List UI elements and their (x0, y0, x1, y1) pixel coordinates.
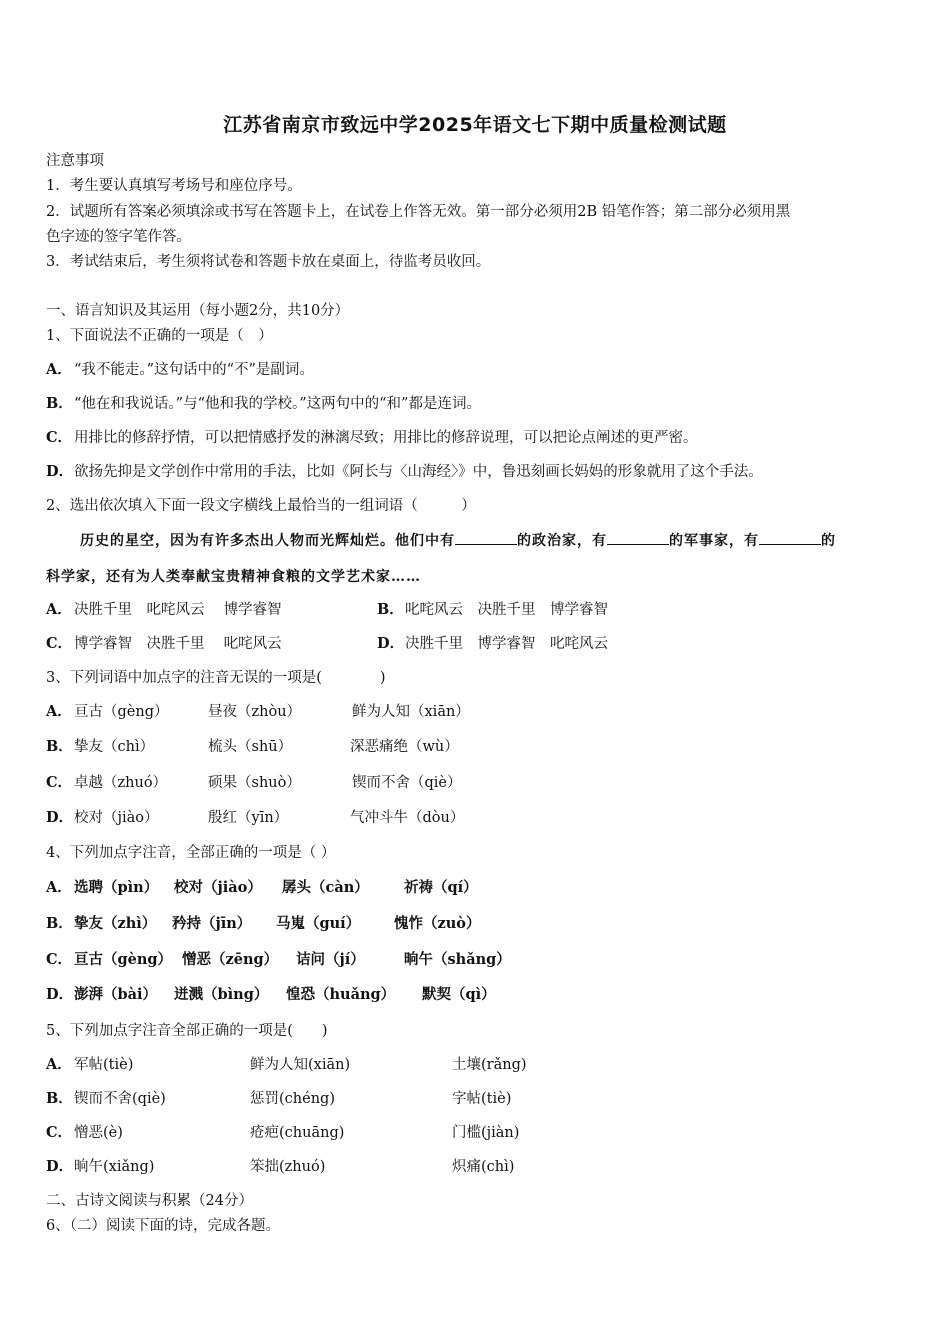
option-item: 土壤(rǎng) (452, 1057, 527, 1073)
q2-passage-line2: 科学家，还有为人类奉献宝贵精神食粮的文学艺术家…… (46, 569, 421, 585)
option-item: 鲜为人知（xiān） (352, 704, 470, 720)
option-letter: C． (46, 429, 73, 446)
option-letter: D． (46, 986, 74, 1003)
q3-stem: 3、下列词语中加点字的注音无误的一项是( ) (46, 670, 386, 686)
q3-option-a (46, 702, 906, 722)
option-item: 字帖(tiè) (452, 1091, 512, 1107)
q2-option-c (46, 634, 282, 654)
option-letter: A． (46, 601, 72, 618)
notice-heading: 注意事项 (46, 153, 104, 169)
option-item: 挚友（chì） (74, 739, 155, 755)
option-item: 笨拙(zhuó) (250, 1159, 326, 1175)
answer-blank (759, 530, 821, 545)
option-letter: A． (46, 703, 72, 720)
q3-option-c (46, 773, 906, 793)
q3-option-d (46, 808, 906, 828)
q5-option-b (46, 1089, 906, 1109)
option-item: 校对（jiào） (174, 879, 262, 896)
option-letter: D． (46, 1158, 74, 1175)
option-letter: B． (46, 915, 73, 932)
option-item: 澎湃（bài） (74, 986, 158, 1003)
q2-passage-line1 (80, 530, 836, 551)
option-letter: D． (46, 809, 74, 826)
q2-option-a (46, 600, 282, 620)
option-text: “他在和我说话。”与“他和我的学校。”这两句中的“和”都是连词。 (74, 396, 481, 412)
option-letter: A． (46, 361, 72, 378)
q1-option-c (46, 428, 698, 448)
option-item: 殷红（yīn） (208, 810, 289, 826)
q4-option-c (46, 950, 906, 970)
notice-item-2: 2．试题所有答案必须填涂或书写在答题卡上，在试卷上作答无效。第一部分必须用2B 铅笔作答；第二部分必须用黑 (46, 204, 791, 220)
option-item: 惩罚(chéng) (250, 1091, 335, 1107)
option-item: 晌午(xiǎng) (74, 1159, 155, 1175)
option-item: 昼夜（zhòu） (208, 704, 302, 720)
passage-text: 的军事家，有 (669, 533, 759, 549)
option-letter: B． (46, 738, 73, 755)
notice-item-3: 3．考试结束后，考生须将试卷和答题卡放在桌面上，待监考员收回。 (46, 254, 491, 270)
option-item: 锲而不舍(qiè) (74, 1091, 166, 1107)
option-item: 炽痛(chì) (452, 1159, 515, 1175)
option-item: 选聘（pìn） (74, 879, 159, 896)
option-item: 亘古（gèng） (74, 704, 169, 720)
passage-text: 历史的星空，因为有许多杰出人物而光辉灿烂。他们中有 (80, 533, 455, 549)
option-text: 用排比的修辞抒情，可以把情感抒发的淋漓尽致；用排比的修辞说理，可以把论点阐述的更严密。 (74, 430, 698, 446)
option-text: 叱咤风云 决胜千里 博学睿智 (405, 602, 608, 618)
option-item: 亘古（gèng） (74, 951, 173, 968)
option-letter: C． (46, 1124, 73, 1141)
notice-item-2-cont: 色字迹的签字笔作答。 (46, 229, 191, 245)
answer-blank (607, 530, 669, 545)
option-item: 梳头（shū） (208, 739, 293, 755)
q5-option-d (46, 1157, 906, 1177)
notice-item-1: 1．考生要认真填写考场号和座位序号。 (46, 178, 302, 194)
option-item: 诘问（jí） (296, 951, 365, 968)
q1-option-b (46, 394, 481, 414)
section1-heading: 一、语言知识及其运用（每小题2分，共10分） (46, 303, 350, 319)
option-text: 博学睿智 决胜千里 叱咤风云 (74, 636, 282, 652)
q5-option-c (46, 1123, 906, 1143)
option-letter: B． (46, 1090, 73, 1107)
option-item: 校对（jiào） (74, 810, 159, 826)
answer-blank (455, 530, 517, 545)
option-item: 默契（qì） (422, 986, 496, 1003)
option-item: 气冲斗牛（dòu） (350, 810, 465, 826)
option-letter: A． (46, 879, 72, 896)
option-letter: B． (377, 601, 404, 618)
option-item: 卓越（zhuó） (74, 775, 168, 791)
q4-stem: 4、下列加点字注音，全部正确的一项是（ ） (46, 845, 336, 861)
option-item: 愧怍（zuò） (394, 915, 481, 932)
passage-text: 的政治家，有 (517, 533, 607, 549)
option-letter: D． (377, 635, 405, 652)
option-item: 门槛(jiàn) (452, 1125, 520, 1141)
option-item: 深恶痛绝（wù） (350, 739, 459, 755)
option-item: 惶恐（huǎng） (286, 986, 396, 1003)
passage-text: 的 (821, 533, 836, 549)
q4-option-d (46, 985, 906, 1005)
option-letter: C． (46, 774, 73, 791)
option-letter: C． (46, 951, 73, 968)
q2-option-b (377, 600, 608, 620)
option-item: 孱头（càn） (282, 879, 369, 896)
option-item: 鲜为人知(xiān) (250, 1057, 351, 1073)
q1-option-d (46, 462, 763, 482)
q3-option-b (46, 737, 906, 757)
q6-stem: 6、（二）阅读下面的诗，完成各题。 (46, 1218, 280, 1234)
option-text: 决胜千里 博学睿智 叱咤风云 (405, 636, 608, 652)
option-item: 硕果（shuò） (208, 775, 301, 791)
q4-option-b (46, 914, 906, 934)
q1-stem: 1、下面说法不正确的一项是（ ） (46, 328, 273, 344)
page-title: 江苏省南京市致远中学2025年语文七下期中质量检测试题 (223, 114, 727, 136)
option-letter: B． (46, 395, 73, 412)
option-text: 欲扬先抑是文学创作中常用的手法，比如《阿长与〈山海经〉》中，鲁迅刻画长妈妈的形象就用了这个手法。 (74, 464, 763, 480)
option-item: 锲而不舍（qiè） (352, 775, 462, 791)
option-item: 挚友（zhì） (74, 915, 157, 932)
option-text: 决胜千里 叱咤风云 博学睿智 (74, 602, 282, 618)
option-item: 祈祷（qí） (404, 879, 478, 896)
option-letter: A． (46, 1056, 72, 1073)
option-item: 憎恶（zēng） (182, 951, 279, 968)
option-item: 矜持（jīn） (172, 915, 252, 932)
option-letter: C． (46, 635, 73, 652)
q5-stem: 5、下列加点字注音全部正确的一项是( ) (46, 1023, 328, 1039)
option-item: 憎恶(è) (74, 1125, 123, 1141)
q5-option-a (46, 1055, 906, 1075)
q4-option-a (46, 878, 906, 898)
section2-heading: 二、古诗文阅读与积累（24分） (46, 1193, 253, 1209)
q2-option-d (377, 634, 608, 654)
option-item: 晌午（shǎng） (404, 951, 511, 968)
q2-stem: 2、选出依次填入下面一段文字横线上最恰当的一组词语（ ） (46, 498, 476, 514)
q1-option-a (46, 360, 314, 380)
option-item: 马嵬（guí） (276, 915, 361, 932)
option-letter: D． (46, 463, 74, 480)
option-item: 疮疤(chuāng) (250, 1125, 345, 1141)
option-item: 迸溅（bìng） (174, 986, 269, 1003)
option-item: 军帖(tiè) (74, 1057, 134, 1073)
option-text: “我不能走。”这句话中的“不”是副词。 (74, 362, 314, 378)
